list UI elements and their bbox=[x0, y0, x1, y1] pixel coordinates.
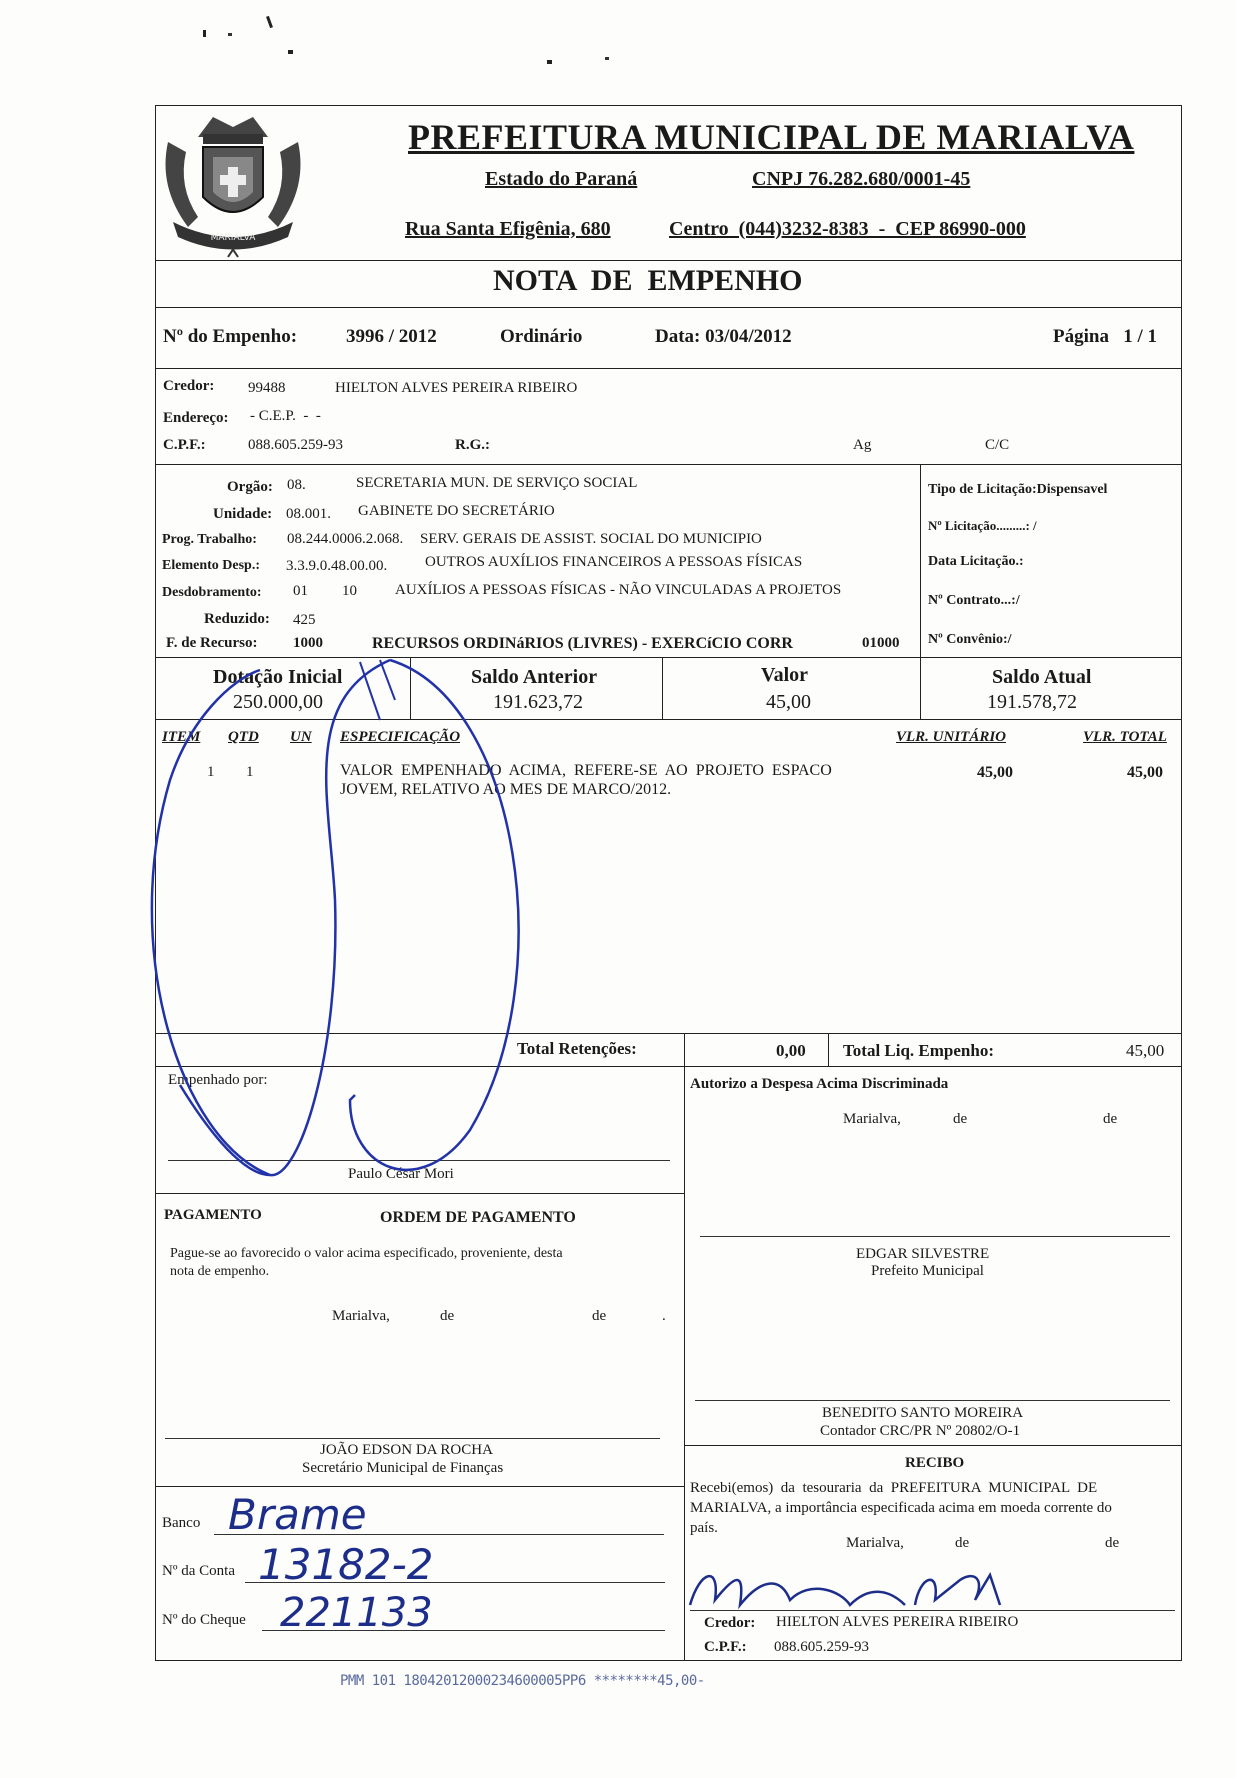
pagamento-dot: . bbox=[662, 1308, 666, 1324]
recibo-city: Marialva, bbox=[846, 1535, 904, 1551]
mayor-name: EDGAR SILVESTRE bbox=[856, 1246, 990, 1262]
orgao-label: Orgão: bbox=[227, 479, 273, 495]
recibo-cpf-label: C.P.F.: bbox=[704, 1639, 747, 1655]
unidade-name: GABINETE DO SECRETÁRIO bbox=[358, 503, 555, 519]
col-spec: ESPECIFICAÇÃO bbox=[340, 729, 461, 745]
address-field-label: Endereço: bbox=[163, 410, 229, 426]
recibo-label: RECIBO bbox=[905, 1455, 965, 1471]
elemento-code: 3.3.9.0.48.00.00. bbox=[286, 558, 388, 574]
mayor-title: Prefeito Municipal bbox=[871, 1263, 984, 1279]
saldo-anterior-label: Saldo Anterior bbox=[471, 666, 598, 688]
col-unit: VLR. UNITÁRIO bbox=[896, 729, 1007, 745]
empenhado-name: Paulo César Mori bbox=[348, 1166, 454, 1182]
coat-of-arms-logo bbox=[158, 112, 308, 262]
contact-label: Centro (044)3232-8383 - CEP 86990-000 bbox=[669, 218, 1026, 240]
page-title: PREFEITURA MUNICIPAL DE MARIALVA bbox=[408, 117, 1135, 157]
item-number: 1 bbox=[207, 764, 215, 780]
banco-value: Brame bbox=[228, 1490, 367, 1539]
col-total: VLR. TOTAL bbox=[1083, 729, 1167, 745]
item-total-value: 45,00 bbox=[1127, 764, 1163, 781]
cc-label: C/C bbox=[985, 437, 1010, 453]
rg-label: R.G.: bbox=[455, 437, 490, 453]
item-qtd: 1 bbox=[246, 764, 254, 780]
desdobramento-code1: 01 bbox=[293, 583, 308, 599]
credor-name: HIELTON ALVES PEREIRA RIBEIRO bbox=[335, 380, 578, 396]
recibo-cpf: 088.605.259-93 bbox=[774, 1639, 869, 1655]
recurso-label: F. de Recurso: bbox=[166, 635, 258, 651]
empenho-date: Data: 03/04/2012 bbox=[655, 326, 792, 347]
address-field: - C.E.P. - - bbox=[250, 408, 321, 424]
total-retencoes-label: Total Retenções: bbox=[517, 1039, 637, 1058]
total-retencoes-value: 0,00 bbox=[776, 1041, 806, 1060]
address-label: Rua Santa Efigênia, 680 bbox=[405, 218, 611, 240]
item-spec-line2: JOVEM, RELATIVO AO MES DE MARCO/2012. bbox=[340, 781, 672, 798]
dotacao-inicial-value: 250.000,00 bbox=[233, 691, 323, 713]
unidade-label: Unidade: bbox=[213, 506, 273, 522]
item-unit-value: 45,00 bbox=[977, 764, 1013, 781]
item-spec-line1: VALOR EMPENHADO ACIMA, REFERE-SE AO PROJETO ESPACO bbox=[340, 762, 832, 779]
orgao-code: 08. bbox=[287, 477, 306, 493]
credor-code: 99488 bbox=[248, 380, 286, 396]
cnpj-label: CNPJ 76.282.680/0001-45 bbox=[752, 168, 971, 190]
col-item: ITEM bbox=[162, 729, 201, 745]
empenho-number: 3996 / 2012 bbox=[346, 326, 437, 347]
licitacao-numero: Nº Licitação.........: / bbox=[928, 518, 1037, 533]
autorizo-de1: de bbox=[953, 1111, 968, 1127]
pagamento-text2: nota de empenho. bbox=[170, 1264, 270, 1279]
doc-title: NOTA DE EMPENHO bbox=[493, 264, 803, 297]
contador-name: BENEDITO SANTO MOREIRA bbox=[822, 1405, 1024, 1421]
pagamento-city: Marialva, bbox=[332, 1308, 390, 1324]
saldo-atual-value: 191.578,72 bbox=[987, 691, 1077, 713]
col-qtd: QTD bbox=[228, 729, 259, 745]
prog-code: 08.244.0006.2.068. bbox=[287, 531, 404, 547]
contador-title: Contador CRC/PR Nº 20802/O-1 bbox=[820, 1423, 1021, 1439]
recibo-de1: de bbox=[955, 1535, 970, 1551]
desdobramento-name: AUXÍLIOS A PESSOAS FÍSICAS - NÃO VINCULADAS A PROJETOS bbox=[395, 582, 842, 598]
empenho-type: Ordinário bbox=[500, 326, 583, 347]
recibo-text1: Recebi(emos) da tesouraria da PREFEITURA MUNICIPAL DE bbox=[690, 1480, 1098, 1496]
autorizo-de2: de bbox=[1103, 1111, 1118, 1127]
orgao-name: SECRETARIA MUN. DE SERVIÇO SOCIAL bbox=[356, 475, 638, 491]
total-liq-value: 45,00 bbox=[1126, 1041, 1165, 1060]
empenho-number-label: Nº do Empenho: bbox=[163, 326, 298, 347]
elemento-label: Elemento Desp.: bbox=[162, 558, 260, 573]
recibo-text3: país. bbox=[690, 1520, 718, 1536]
pagamento-de2: de bbox=[592, 1308, 607, 1324]
saldo-anterior-value: 191.623,72 bbox=[493, 691, 583, 713]
conta-label: Nº da Conta bbox=[162, 1563, 235, 1579]
recibo-credor-label: Credor: bbox=[704, 1615, 756, 1631]
licitacao-data: Data Licitação.: bbox=[928, 554, 1024, 569]
empenhado-label: Empenhado por: bbox=[168, 1072, 268, 1088]
secretario-title: Secretário Municipal de Finanças bbox=[302, 1460, 504, 1476]
unidade-code: 08.001. bbox=[286, 506, 331, 522]
saldo-atual-label: Saldo Atual bbox=[992, 666, 1092, 688]
recibo-credor-name: HIELTON ALVES PEREIRA RIBEIRO bbox=[776, 1614, 1019, 1630]
desdobramento-label: Desdobramento: bbox=[162, 585, 262, 600]
credor-label: Credor: bbox=[163, 378, 215, 394]
ordem-pagamento-label: ORDEM DE PAGAMENTO bbox=[380, 1209, 576, 1226]
autorizo-label: Autorizo a Despesa Acima Discriminada bbox=[690, 1076, 949, 1092]
pagamento-label: PAGAMENTO bbox=[164, 1207, 262, 1223]
autorizo-city: Marialva, bbox=[843, 1111, 901, 1127]
dotacao-inicial-label: Dotação Inicial bbox=[213, 666, 343, 688]
svg-text:MARIALVA: MARIALVA bbox=[210, 233, 256, 243]
valor-value: 45,00 bbox=[766, 691, 811, 713]
cpf-value: 088.605.259-93 bbox=[248, 437, 343, 453]
recibo-de2: de bbox=[1105, 1535, 1120, 1551]
page-number: Página 1 / 1 bbox=[1053, 326, 1157, 347]
valor-label: Valor bbox=[761, 664, 809, 686]
cpf-label: C.P.F.: bbox=[163, 437, 206, 453]
prog-label: Prog. Trabalho: bbox=[162, 532, 257, 547]
cheque-label: Nº do Cheque bbox=[162, 1612, 246, 1628]
pagamento-de1: de bbox=[440, 1308, 455, 1324]
footer-code: PMM 101 18042012000234600005PP6 ********45,00- bbox=[340, 1673, 705, 1689]
banco-label: Banco bbox=[162, 1515, 201, 1531]
desdobramento-code2: 10 bbox=[342, 583, 357, 599]
prog-name: SERV. GERAIS DE ASSIST. SOCIAL DO MUNICIPIO bbox=[420, 531, 762, 547]
recurso-code: 1000 bbox=[293, 635, 323, 651]
secretario-name: JOÃO EDSON DA ROCHA bbox=[320, 1442, 493, 1458]
licitacao-tipo: Tipo de Licitação:Dispensavel bbox=[928, 482, 1108, 497]
contrato-number: Nº Contrato...:/ bbox=[928, 593, 1020, 608]
cheque-value: 221133 bbox=[280, 1590, 433, 1636]
state-label: Estado do Paraná bbox=[485, 168, 638, 190]
reduzido-label: Reduzido: bbox=[204, 611, 270, 627]
convenio-number: Nº Convênio:/ bbox=[928, 632, 1012, 647]
recibo-text2: MARIALVA, a importância especificada acima em moeda corrente do bbox=[690, 1500, 1112, 1516]
recurso-name: RECURSOS ORDINáRIOS (LIVRES) - EXERCíCIO CORR bbox=[372, 635, 793, 652]
col-un: UN bbox=[290, 729, 312, 745]
recurso-code2: 01000 bbox=[862, 635, 900, 651]
pagamento-text1: Pague-se ao favorecido o valor acima especificado, proveniente, desta bbox=[170, 1246, 563, 1261]
ag-label: Ag bbox=[853, 437, 872, 453]
elemento-name: OUTROS AUXÍLIOS FINANCEIROS A PESSOAS FÍSICAS bbox=[425, 554, 803, 570]
conta-value: 13182-2 bbox=[258, 1540, 434, 1589]
reduzido-value: 425 bbox=[293, 612, 316, 628]
total-liq-label: Total Liq. Empenho: bbox=[843, 1041, 994, 1060]
